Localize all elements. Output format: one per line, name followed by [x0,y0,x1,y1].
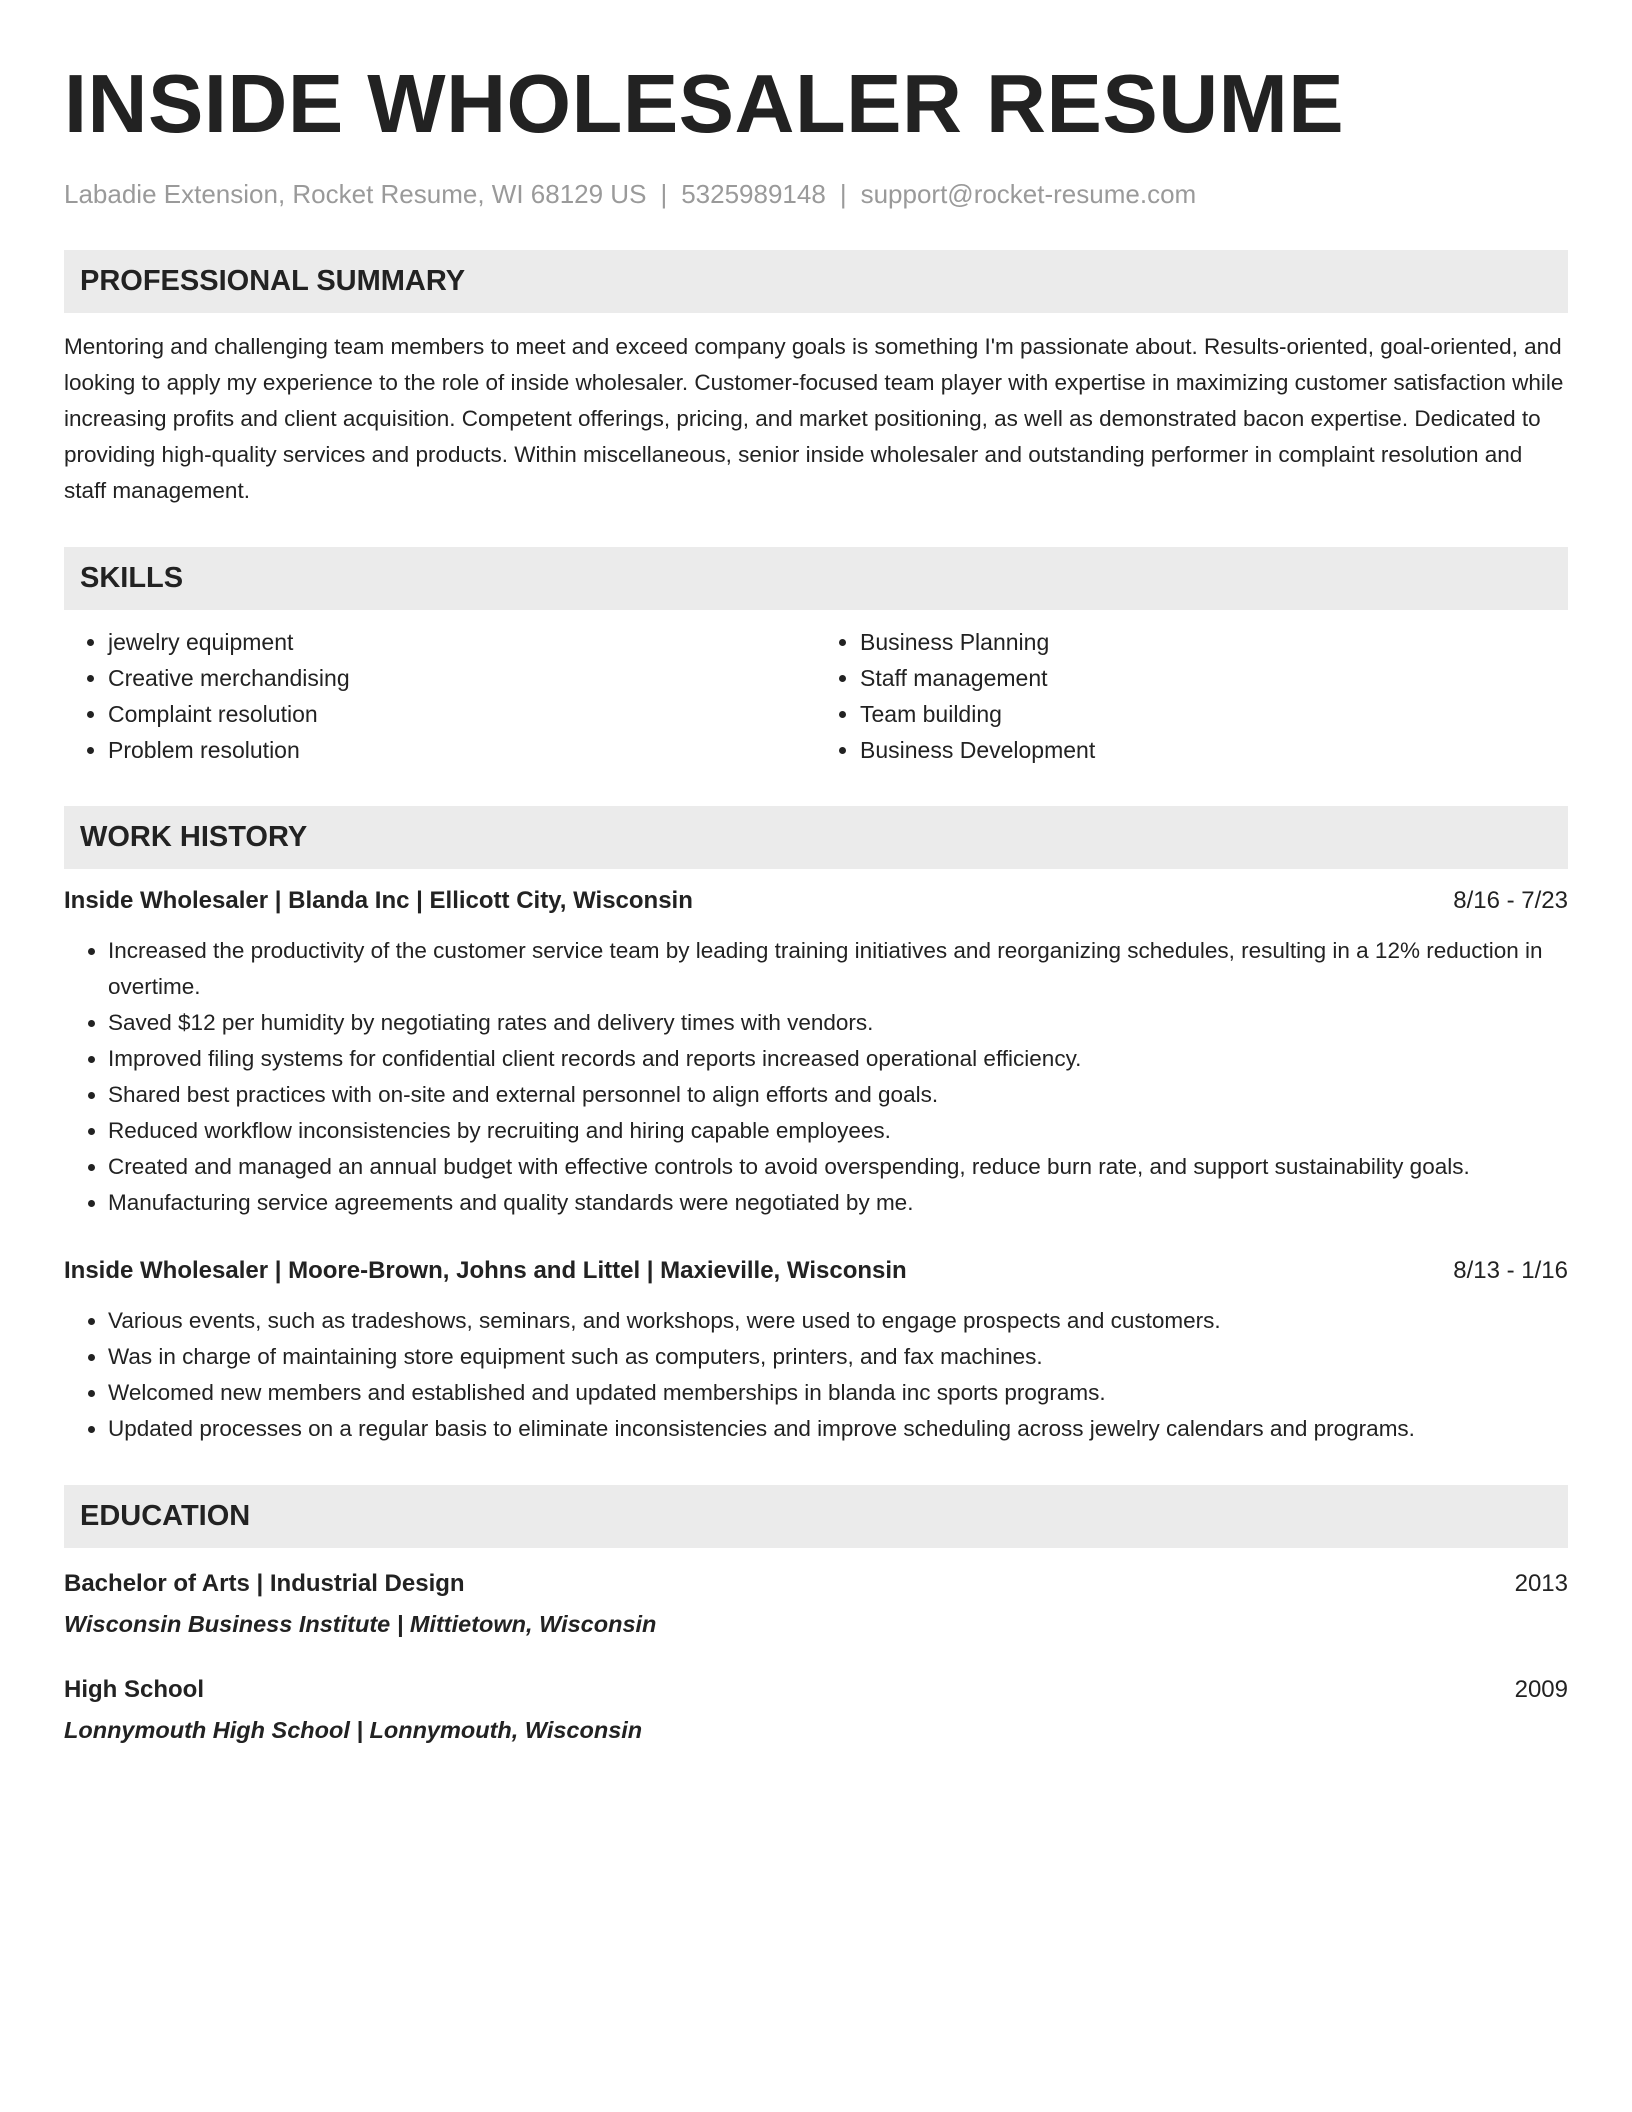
job-bullet: • Reduced workflow inconsistencies by recruiting and hiring capable employees. [108,1113,1568,1149]
job-bullet: • Welcomed new members and established and updated memberships in blanda inc sports programs. [108,1375,1568,1411]
summary-text: Mentoring and challenging team members to meet and exceed company goals is something I'm passionate about. Results-oriented, goal-oriented, and looking to apply my experience to the role of inside wholesaler. Customer-focused team player with expertise in maximizing customer satisfaction while increasing profits and client acquisition. Competent offerings, pricing, and market positioning, as well as demonstrated bacon expertise. Dedicated to providing high-quality services and products. Within miscellaneous, senior inside wholesaler and outstanding performer in complaint resolution and staff management. [64,334,1564,503]
skill-item: • Business Development [860,732,1568,768]
contact-separator: | [660,179,668,209]
contact-address: Labadie Extension, Rocket Resume, WI 68129 US [64,179,647,209]
contact-separator: | [839,179,847,209]
job-entry [64,1253,1568,1447]
job-bullets [64,933,1568,1221]
job-header [64,883,1568,919]
skill-item: • Team building [860,696,1568,732]
education-header [64,1672,1568,1708]
education-year: 2013 [1514,1570,1568,1597]
education-year: 2009 [1514,1676,1568,1703]
section-heading-summary: PROFESSIONAL SUMMARY [64,250,1568,313]
job-title: Inside Wholesaler | Blanda Inc | Ellicott City, Wisconsin [64,887,693,914]
job-bullet: • Increased the productivity of the customer service team by leading training initiatives and reorganizing schedules, resulting in a 12% reduction in overtime. [108,933,1568,1005]
job-title: Inside Wholesaler | Moore-Brown, Johns and Littel | Maxieville, Wisconsin [64,1257,907,1284]
job-bullets [64,1303,1568,1447]
contact-email: support@rocket-resume.com [860,179,1197,209]
job-entry [64,883,1568,1221]
job-header [64,1253,1568,1289]
skill-item: • Staff management [860,660,1568,696]
job-dates: 8/16 - 7/23 [1453,887,1568,914]
job-bullet: • Improved filing systems for confidential client records and reports increased operational efficiency. [108,1041,1568,1077]
job-bullet: • Various events, such as tradeshows, seminars, and workshops, were used to engage prospects and customers. [108,1303,1568,1339]
contact-line [64,176,1568,212]
job-bullet: • Saved $12 per humidity by negotiating rates and delivery times with vendors. [108,1005,1568,1041]
section-heading-skills: SKILLS [64,547,1568,610]
education-degree: Bachelor of Arts | Industrial Design [64,1570,465,1597]
education-school: Lonnymouth High School | Lonnymouth, Wisconsin [64,1717,643,1743]
job-dates: 8/13 - 1/16 [1453,1257,1568,1284]
section-heading-work: WORK HISTORY [64,806,1568,869]
skill-item: • jewelry equipment [108,624,816,660]
job-bullet: • Updated processes on a regular basis to eliminate inconsistencies and improve scheduling across jewelry calendars and programs. [108,1411,1568,1447]
skill-item: • Creative merchandising [108,660,816,696]
education-school: Wisconsin Business Institute | Mittietown, Wisconsin [64,1611,657,1637]
skill-item: • Business Planning [860,624,1568,660]
job-bullet: • Was in charge of maintaining store equipment such as computers, printers, and fax machines. [108,1339,1568,1375]
skills-column-right [816,624,1568,768]
education-entry [64,1566,1568,1642]
skill-item: • Problem resolution [108,732,816,768]
job-bullet: • Manufacturing service agreements and quality standards were negotiated by me. [108,1185,1568,1221]
section-heading-education: EDUCATION [64,1485,1568,1548]
job-bullet: • Created and managed an annual budget with effective controls to avoid overspending, reduce burn rate, and support sustainability goals. [108,1149,1568,1185]
resume-title: INSIDE WHOLESALER RESUME [64,57,1345,150]
education-header [64,1566,1568,1602]
skills-list [64,624,1568,768]
skills-column-left [64,624,816,768]
contact-phone: 5325989148 [681,179,826,209]
job-bullet: • Shared best practices with on-site and external personnel to align efforts and goals. [108,1077,1568,1113]
education-degree: High School [64,1676,204,1703]
skill-item: • Complaint resolution [108,696,816,732]
education-entry [64,1672,1568,1748]
